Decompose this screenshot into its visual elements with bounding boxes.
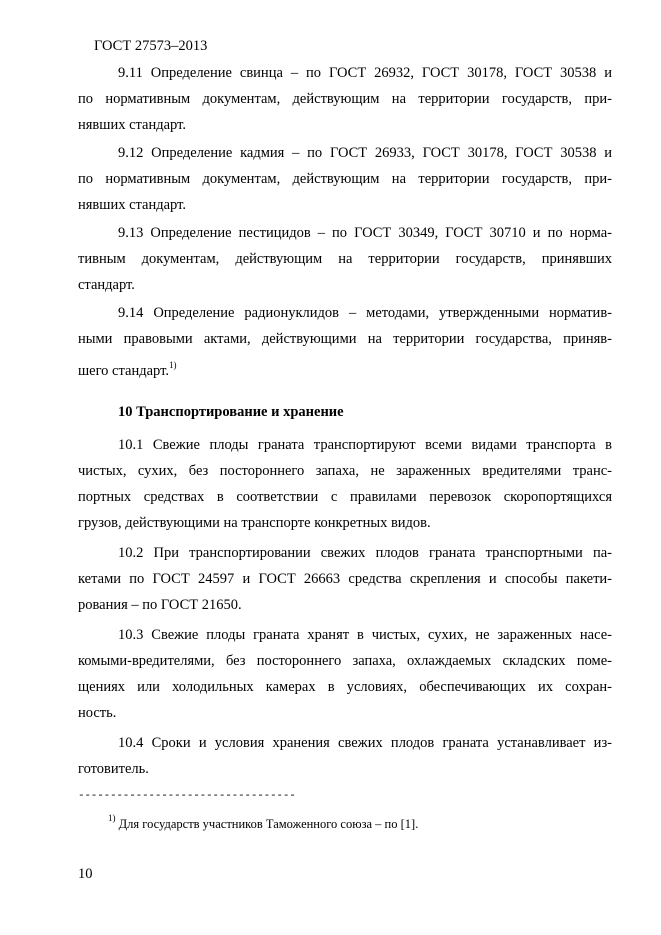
text-line: 10.2 При транспортировании свежих плодов граната транспортными па-: [118, 545, 612, 561]
text-line: нявших стандарт.: [78, 117, 186, 133]
text-line: ными правовыми актами, действующими на территории государства, приняв-: [78, 331, 612, 347]
text-line: 10.4 Сроки и условия хранения свежих плодов граната устанавливает из-: [118, 735, 612, 751]
text-line: готовитель.: [78, 761, 149, 777]
paragraph-9-11: [78, 60, 612, 138]
paragraph-10-4: [78, 730, 612, 782]
text-line: [78, 352, 612, 378]
footnote-text: Для государств участников Таможенного союза – по [1].: [118, 817, 419, 831]
text-line-content: шего стандарт.: [78, 363, 169, 379]
footnote-mark: 1): [108, 813, 116, 823]
text-line: 10.1 Свежие плоды граната транспортируют всеми видами транспорта в: [118, 437, 612, 453]
text-line: 9.14 Определение радионуклидов – методами, утвержденными норматив-: [118, 305, 612, 321]
text-line: стандарт.: [78, 277, 135, 293]
paragraph-10-3: [78, 622, 612, 726]
text-line: 9.11 Определение свинца – по ГОСТ 26932, ГОСТ 30178, ГОСТ 30538 и: [118, 65, 612, 81]
paragraph-10-2: [78, 540, 612, 618]
text-line: щениях или холодильных камерах в условиях, обеспечивающих их сохран-: [78, 679, 612, 695]
footnote: [108, 813, 418, 832]
text-line: нявших стандарт.: [78, 197, 186, 213]
text-line: рования – по ГОСТ 21650.: [78, 597, 242, 613]
page-number: 10: [78, 866, 93, 882]
paragraph-9-13: [78, 220, 612, 298]
text-line: тивным документам, действующим на территории государств, принявших: [78, 251, 612, 267]
text-line: по нормативным документам, действующим на территории государств, при-: [78, 91, 612, 107]
text-line: грузов, действующими на транспорте конкретных видов.: [78, 515, 431, 531]
text-line: по нормативным документам, действующим на территории государств, при-: [78, 171, 612, 187]
paragraph-9-14: [78, 300, 612, 378]
text-line: 9.13 Определение пестицидов – по ГОСТ 30349, ГОСТ 30710 и по норма-: [118, 225, 612, 241]
footnote-separator: ----------------------------------: [78, 790, 296, 802]
paragraph-9-12: [78, 140, 612, 218]
section-heading: 10 Транспортирование и хранение: [118, 404, 344, 420]
paragraph-10-1: [78, 432, 612, 536]
footnote-reference: 1): [168, 360, 177, 370]
document-header: ГОСТ 27573–2013: [94, 38, 208, 54]
text-line: комыми-вредителями, без постороннего запаха, охлаждаемых складских поме-: [78, 653, 612, 669]
text-line: 9.12 Определение кадмия – по ГОСТ 26933, ГОСТ 30178, ГОСТ 30538 и: [118, 145, 612, 161]
text-line: чистых, сухих, без постороннего запаха, не зараженных вредителями транс-: [78, 463, 612, 479]
text-line: кетами по ГОСТ 24597 и ГОСТ 26663 средства скрепления и способы пакети-: [78, 571, 612, 587]
text-line: ность.: [78, 705, 117, 721]
text-line: портных средствах в соответствии с правилами перевозок скоропортящихся: [78, 489, 612, 505]
text-line: 10.3 Свежие плоды граната хранят в чистых, сухих, не зараженных насе-: [118, 627, 612, 643]
